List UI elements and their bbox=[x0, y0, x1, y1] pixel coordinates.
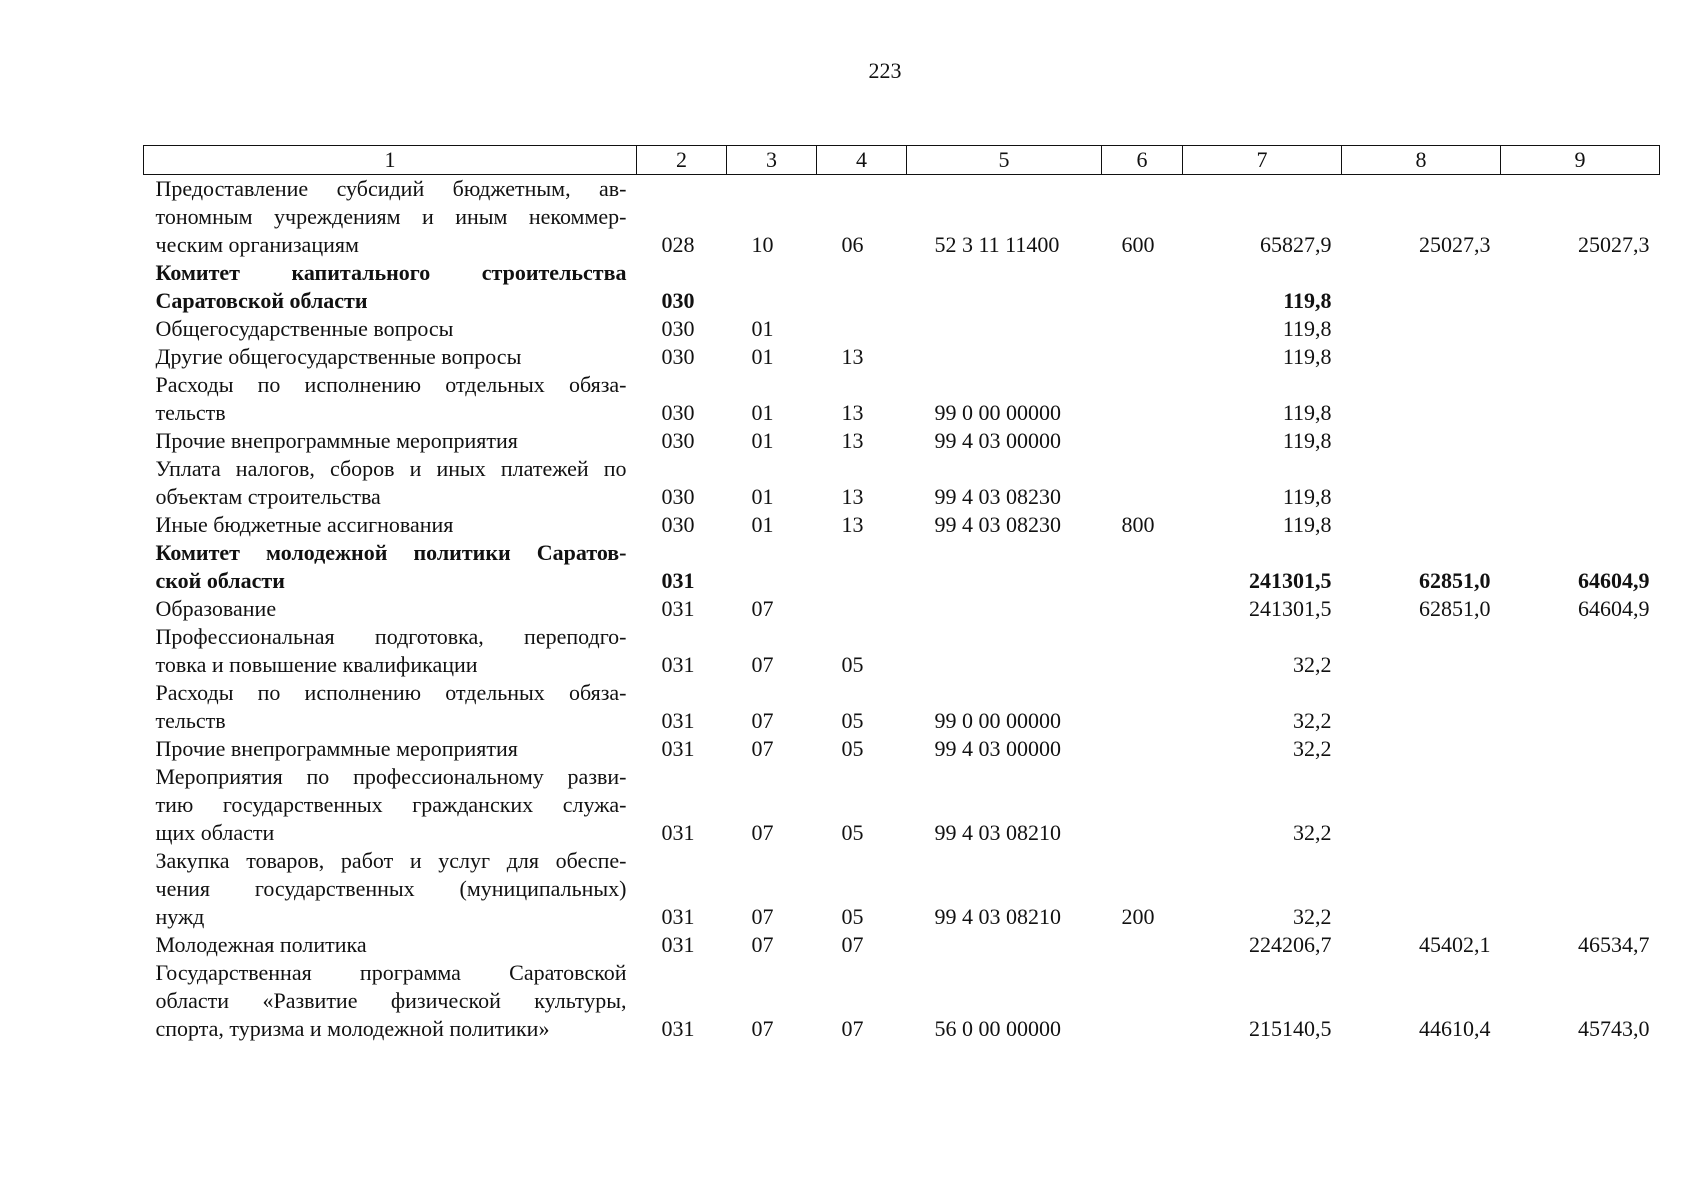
target-article-code: 99 4 03 00000 bbox=[934, 428, 1061, 453]
row-name bbox=[144, 427, 637, 455]
target-article-code bbox=[907, 259, 1102, 315]
row-name-line: области «Развитие физической культуры, bbox=[155, 988, 627, 1013]
section-code: 01 bbox=[751, 400, 774, 425]
row-name bbox=[144, 175, 637, 260]
target-article-code bbox=[907, 931, 1102, 959]
column-header: 6 bbox=[1102, 146, 1183, 175]
row-name bbox=[144, 511, 637, 539]
subsection-code: 13 bbox=[841, 484, 864, 509]
amount-col-7: 119,8 bbox=[1282, 316, 1332, 341]
table-header bbox=[144, 146, 1660, 175]
target-article-code bbox=[907, 343, 1102, 371]
expense-type-code bbox=[1102, 315, 1183, 343]
amount-col-8: 25027,3 bbox=[1419, 232, 1491, 257]
row-name-line: Государственная программа Саратовской bbox=[155, 960, 627, 985]
subsection-code: 13 bbox=[841, 512, 864, 537]
section-code: 07 bbox=[751, 1016, 774, 1041]
target-article-code: 56 0 00 00000 bbox=[934, 1016, 1061, 1041]
section-code: 07 bbox=[751, 736, 774, 761]
column-header: 1 bbox=[144, 146, 637, 175]
target-article-code: 99 4 03 08210 bbox=[934, 904, 1061, 929]
row-name-line: Комитет капитального строительства bbox=[155, 260, 627, 285]
row-name-line: чения государственных (муниципальных) bbox=[155, 876, 627, 901]
row-name bbox=[144, 847, 637, 931]
expense-type-code: 600 bbox=[1121, 232, 1155, 257]
subsection-code bbox=[817, 539, 907, 595]
row-name bbox=[144, 595, 637, 623]
amount-col-9 bbox=[1501, 511, 1660, 539]
amount-col-9 bbox=[1501, 343, 1660, 371]
expense-type-code bbox=[1102, 455, 1183, 511]
table-row bbox=[144, 623, 1660, 679]
row-name-line: Комитет молодежной политики Саратов- bbox=[155, 540, 627, 565]
section-code: 07 bbox=[751, 708, 774, 733]
target-article-code: 52 3 11 11400 bbox=[934, 232, 1060, 257]
row-name-line: ской области bbox=[155, 568, 285, 593]
table-row bbox=[144, 539, 1660, 595]
amount-col-9 bbox=[1501, 623, 1660, 679]
amount-col-8 bbox=[1342, 259, 1501, 315]
target-article-code: 99 4 03 00000 bbox=[934, 736, 1061, 761]
amount-col-7: 119,8 bbox=[1282, 484, 1332, 509]
row-name-line: Расходы по исполнению отдельных обяза- bbox=[155, 372, 627, 397]
amount-col-8 bbox=[1342, 455, 1501, 511]
amount-col-9: 45743,0 bbox=[1578, 1016, 1650, 1041]
subsection-code bbox=[817, 315, 907, 343]
subsection-code: 07 bbox=[841, 1016, 864, 1041]
amount-col-7: 224206,7 bbox=[1249, 932, 1332, 957]
amount-col-9: 25027,3 bbox=[1578, 232, 1650, 257]
amount-col-9 bbox=[1501, 259, 1660, 315]
row-name-line: тельств bbox=[155, 400, 226, 425]
amount-col-8 bbox=[1342, 847, 1501, 931]
expense-type-code bbox=[1102, 539, 1183, 595]
subsection-code: 13 bbox=[841, 428, 864, 453]
row-name-line: объектам строительства bbox=[155, 484, 381, 509]
budget-table bbox=[143, 145, 1660, 1043]
amount-col-9 bbox=[1501, 371, 1660, 427]
amount-col-8 bbox=[1342, 763, 1501, 847]
subsection-code: 13 bbox=[841, 344, 864, 369]
target-article-code: 99 4 03 08210 bbox=[934, 820, 1061, 845]
subsection-code: 05 bbox=[841, 736, 864, 761]
row-name-line: Мероприятия по профессиональному разви- bbox=[155, 764, 627, 789]
row-name-line: Расходы по исполнению отдельных обяза- bbox=[155, 680, 627, 705]
expense-type-code bbox=[1102, 679, 1183, 735]
row-name-line: нужд bbox=[155, 904, 205, 929]
ministry-code: 031 bbox=[661, 904, 695, 929]
column-header: 3 bbox=[727, 146, 817, 175]
amount-col-8 bbox=[1342, 623, 1501, 679]
table-row bbox=[144, 259, 1660, 315]
subsection-code bbox=[817, 595, 907, 623]
expense-type-code bbox=[1102, 959, 1183, 1043]
amount-col-7: 65827,9 bbox=[1260, 232, 1332, 257]
amount-col-9: 64604,9 bbox=[1578, 568, 1650, 593]
row-name bbox=[144, 959, 637, 1043]
subsection-code: 05 bbox=[841, 708, 864, 733]
expense-type-code bbox=[1102, 931, 1183, 959]
section-code: 01 bbox=[751, 316, 774, 341]
amount-col-8 bbox=[1342, 343, 1501, 371]
amount-col-9: 46534,7 bbox=[1578, 932, 1650, 957]
subsection-code: 13 bbox=[841, 400, 864, 425]
table-row bbox=[144, 427, 1660, 455]
table-row bbox=[144, 679, 1660, 735]
row-name bbox=[144, 623, 637, 679]
amount-col-8 bbox=[1342, 315, 1501, 343]
page-number: 223 bbox=[868, 58, 902, 83]
subsection-code: 05 bbox=[841, 652, 864, 677]
amount-col-7: 241301,5 bbox=[1249, 568, 1332, 593]
subsection-code bbox=[817, 259, 907, 315]
amount-col-8: 45402,1 bbox=[1419, 932, 1491, 957]
ministry-code: 031 bbox=[661, 708, 695, 733]
amount-col-7: 32,2 bbox=[1293, 652, 1332, 677]
ministry-code: 030 bbox=[661, 400, 695, 425]
table-row bbox=[144, 511, 1660, 539]
ministry-code: 031 bbox=[661, 596, 695, 621]
amount-col-7: 32,2 bbox=[1293, 820, 1332, 845]
expense-type-code: 800 bbox=[1121, 512, 1155, 537]
amount-col-8: 62851,0 bbox=[1419, 596, 1491, 621]
row-name bbox=[144, 931, 637, 959]
row-name bbox=[144, 315, 637, 343]
section-code: 07 bbox=[751, 596, 774, 621]
section-code: 01 bbox=[751, 512, 774, 537]
row-name bbox=[144, 679, 637, 735]
amount-col-7: 119,8 bbox=[1283, 288, 1332, 313]
target-article-code bbox=[907, 539, 1102, 595]
ministry-code: 030 bbox=[661, 316, 695, 341]
row-name-line: Прочие внепрограммные мероприятия bbox=[155, 428, 518, 453]
section-code: 07 bbox=[751, 904, 774, 929]
subsection-code: 05 bbox=[841, 904, 864, 929]
row-name-line: Образование bbox=[155, 596, 277, 621]
expense-type-code bbox=[1102, 259, 1183, 315]
amount-col-7: 119,8 bbox=[1282, 344, 1332, 369]
row-name-line: Иные бюджетные ассигнования bbox=[155, 512, 454, 537]
table-row bbox=[144, 735, 1660, 763]
row-name-line: тию государственных гражданских служа- bbox=[155, 792, 627, 817]
row-name-line: спорта, туризма и молодежной политики» bbox=[155, 1016, 550, 1041]
amount-col-9 bbox=[1501, 455, 1660, 511]
row-name bbox=[144, 259, 637, 315]
ministry-code: 030 bbox=[661, 428, 695, 453]
subsection-code: 05 bbox=[841, 820, 864, 845]
target-article-code: 99 0 00 00000 bbox=[934, 400, 1061, 425]
ministry-code: 030 bbox=[661, 288, 695, 313]
row-name-line: Профессиональная подготовка, переподго- bbox=[155, 624, 627, 649]
row-name-line: щих области bbox=[155, 820, 275, 845]
amount-col-7: 119,8 bbox=[1282, 428, 1332, 453]
expense-type-code: 200 bbox=[1121, 904, 1155, 929]
target-article-code bbox=[907, 623, 1102, 679]
expense-type-code bbox=[1102, 595, 1183, 623]
amount-col-9 bbox=[1501, 735, 1660, 763]
header-row bbox=[144, 146, 1660, 175]
section-code: 07 bbox=[751, 652, 774, 677]
expense-type-code bbox=[1102, 623, 1183, 679]
expense-type-code bbox=[1102, 343, 1183, 371]
amount-col-8 bbox=[1342, 511, 1501, 539]
table-row bbox=[144, 455, 1660, 511]
table-row bbox=[144, 343, 1660, 371]
amount-col-7: 119,8 bbox=[1282, 512, 1332, 537]
target-article-code: 99 4 03 08230 bbox=[934, 484, 1061, 509]
row-name-line: Саратовской области bbox=[155, 288, 368, 313]
column-header: 8 bbox=[1342, 146, 1501, 175]
section-code: 01 bbox=[751, 484, 774, 509]
amount-col-8: 62851,0 bbox=[1419, 568, 1491, 593]
row-name-line: Молодежная политика bbox=[155, 932, 367, 957]
table-row bbox=[144, 595, 1660, 623]
amount-col-9 bbox=[1501, 315, 1660, 343]
ministry-code: 030 bbox=[661, 484, 695, 509]
row-name-line: Общегосударственные вопросы bbox=[155, 316, 454, 341]
row-name-line: Предоставление субсидий бюджетным, ав- bbox=[155, 176, 627, 201]
row-name-line: Уплата налогов, сборов и иных платежей по bbox=[155, 456, 627, 481]
amount-col-8 bbox=[1342, 679, 1501, 735]
subsection-code: 07 bbox=[841, 932, 864, 957]
amount-col-8 bbox=[1342, 735, 1501, 763]
amount-col-7: 32,2 bbox=[1293, 708, 1332, 733]
amount-col-7: 119,8 bbox=[1282, 400, 1332, 425]
target-article-code: 99 0 00 00000 bbox=[934, 708, 1061, 733]
ministry-code: 031 bbox=[661, 932, 695, 957]
table-row bbox=[144, 175, 1660, 260]
ministry-code: 031 bbox=[661, 1016, 695, 1041]
column-header: 5 bbox=[907, 146, 1102, 175]
row-name-line: товка и повышение квалификации bbox=[155, 652, 478, 677]
column-header: 2 bbox=[637, 146, 727, 175]
section-code: 01 bbox=[751, 344, 774, 369]
amount-col-9 bbox=[1501, 763, 1660, 847]
amount-col-7: 32,2 bbox=[1293, 904, 1332, 929]
section-code: 10 bbox=[751, 232, 774, 257]
table-row bbox=[144, 315, 1660, 343]
ministry-code: 030 bbox=[661, 344, 695, 369]
expense-type-code bbox=[1102, 763, 1183, 847]
section-code: 01 bbox=[751, 428, 774, 453]
section-code: 07 bbox=[751, 820, 774, 845]
row-name bbox=[144, 763, 637, 847]
row-name-line: тономным учреждениям и иным некоммер- bbox=[155, 204, 627, 229]
row-name bbox=[144, 343, 637, 371]
section-code bbox=[727, 259, 817, 315]
amount-col-9 bbox=[1501, 427, 1660, 455]
row-name bbox=[144, 455, 637, 511]
amount-col-9: 64604,9 bbox=[1578, 596, 1650, 621]
amount-col-8: 44610,4 bbox=[1419, 1016, 1491, 1041]
table-row bbox=[144, 371, 1660, 427]
ministry-code: 030 bbox=[661, 512, 695, 537]
amount-col-7: 215140,5 bbox=[1249, 1016, 1332, 1041]
row-name-line: тельств bbox=[155, 708, 226, 733]
column-header: 4 bbox=[817, 146, 907, 175]
table-row bbox=[144, 959, 1660, 1043]
column-header: 7 bbox=[1183, 146, 1342, 175]
amount-col-9 bbox=[1501, 679, 1660, 735]
ministry-code: 031 bbox=[661, 820, 695, 845]
row-name bbox=[144, 539, 637, 595]
column-header: 9 bbox=[1501, 146, 1660, 175]
expense-type-code bbox=[1102, 735, 1183, 763]
row-name-line: Прочие внепрограммные мероприятия bbox=[155, 736, 518, 761]
expense-type-code bbox=[1102, 427, 1183, 455]
amount-col-8 bbox=[1342, 371, 1501, 427]
table-row bbox=[144, 847, 1660, 931]
amount-col-7: 241301,5 bbox=[1249, 596, 1332, 621]
row-name-line: ческим организациям bbox=[155, 232, 359, 257]
section-code: 07 bbox=[751, 932, 774, 957]
ministry-code: 031 bbox=[661, 736, 695, 761]
subsection-code: 06 bbox=[841, 232, 864, 257]
expense-type-code bbox=[1102, 371, 1183, 427]
row-name bbox=[144, 735, 637, 763]
amount-col-9 bbox=[1501, 847, 1660, 931]
target-article-code bbox=[907, 315, 1102, 343]
row-name-line: Закупка товаров, работ и услуг для обеспе- bbox=[155, 848, 627, 873]
table-row bbox=[144, 763, 1660, 847]
ministry-code: 031 bbox=[661, 568, 695, 593]
amount-col-8 bbox=[1342, 427, 1501, 455]
ministry-code: 031 bbox=[661, 652, 695, 677]
target-article-code: 99 4 03 08230 bbox=[934, 512, 1061, 537]
table-body bbox=[144, 175, 1660, 1044]
section-code bbox=[727, 539, 817, 595]
table-row bbox=[144, 931, 1660, 959]
amount-col-7: 32,2 bbox=[1293, 736, 1332, 761]
target-article-code bbox=[907, 595, 1102, 623]
row-name-line: Другие общегосударственные вопросы bbox=[155, 344, 522, 369]
ministry-code: 028 bbox=[661, 232, 695, 257]
row-name bbox=[144, 371, 637, 427]
